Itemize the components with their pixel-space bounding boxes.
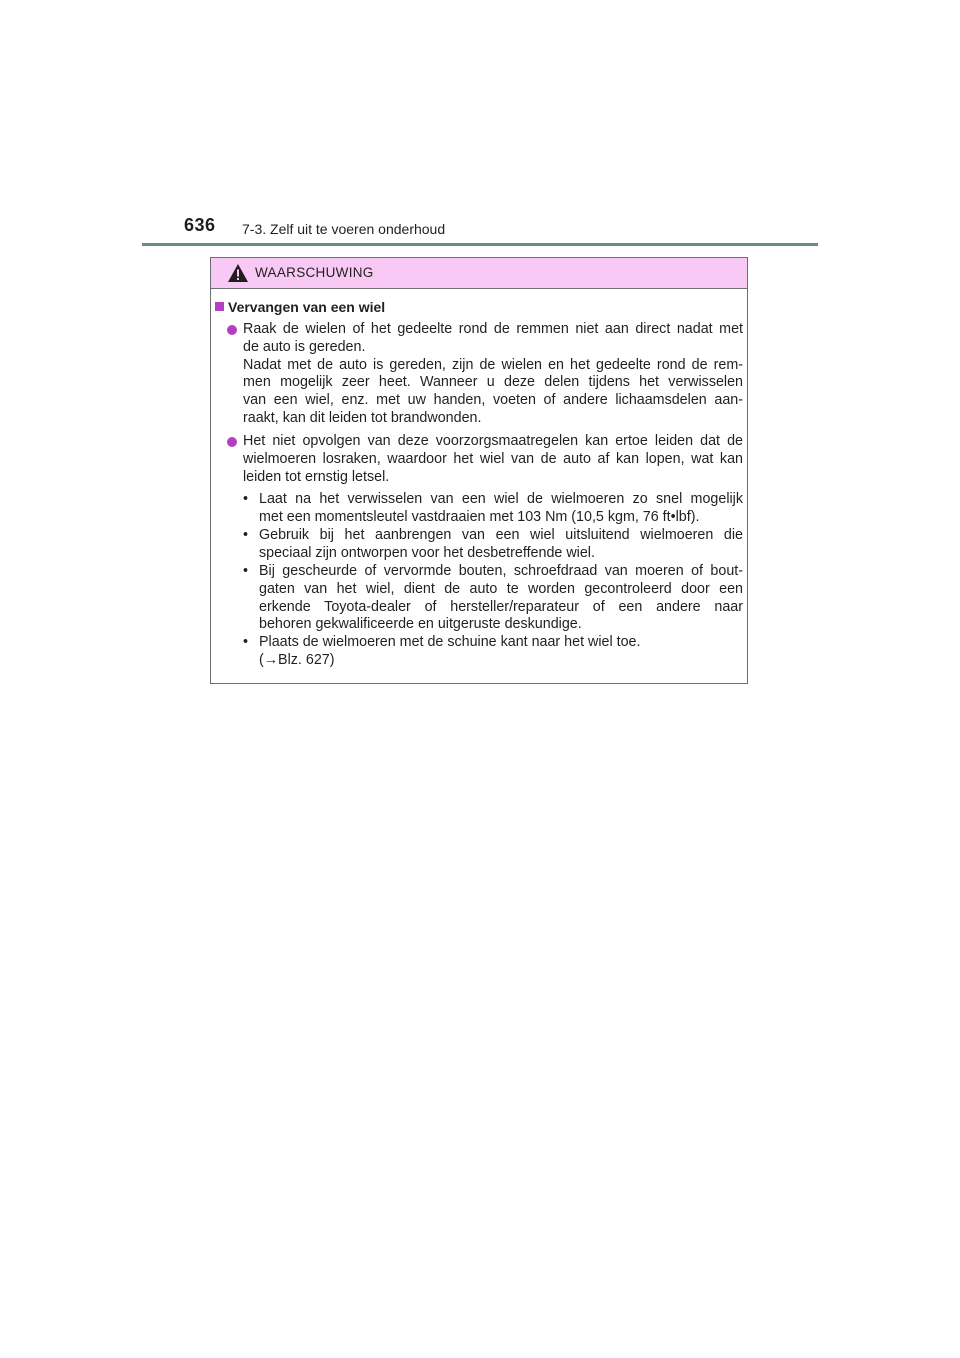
bullet-line: Bij gescheurde of vervormde bouten, schroefdraad van moeren of bout- [259,563,743,579]
warning-triangle-icon [227,263,249,283]
round-bullet-icon [227,437,237,447]
bullet-line: Plaats de wielmoeren met de schuine kant naar het wiel toe. [259,634,641,650]
paragraph-line: raakt, kan dit leiden tot brandwonden. [243,409,482,426]
square-bullet-icon [215,302,224,311]
paragraph-line: leiden tot ernstig letsel. [243,468,390,485]
bullet-line: Laat na het verwisselen van een wiel de wielmoeren zo snel mogelijk [259,491,743,507]
warning-header [211,258,747,289]
bullet-line: speciaal zijn ontworpen voor het desbetreffende wiel. [259,544,595,561]
paragraph-hot-wheels [227,321,743,428]
bullet-line: behoren gekwalificeerde en uitgeruste deskundige. [259,616,582,633]
paragraph-line: wielmoeren losraken, waardoor het wiel van de auto af kan lopen, wat kan [243,450,743,467]
bullet-damaged-bolts [243,563,743,634]
page-number: 636 [184,215,216,235]
header-rule [142,243,818,246]
bullet-tapered-side [243,634,743,670]
paragraph-line: Raak de wielen of het gedeelte rond de remmen niet aan direct nadat met [243,321,743,337]
bullet-wheel-nuts [243,527,743,563]
bullet-line: gaten van het wiel, dient de auto te worden gecontroleerd door een [259,580,743,597]
bullet-mark: • [243,563,249,579]
bullet-mark: • [243,491,249,507]
paragraph-line: de auto is gereden. [243,338,366,355]
section-title: 7-3. Zelf uit te voeren onderhoud [242,221,446,237]
page-reference-link[interactable]: (→Blz. 627) [259,651,335,668]
warning-box [210,257,748,684]
round-bullet-icon [227,325,237,335]
bullet-torque [243,491,743,527]
paragraph-line: men mogelijk zeer heet. Wanneer u deze delen tijdens het verwisselen [243,374,743,391]
bullet-mark: • [243,527,249,543]
paragraph-precautions [227,433,743,486]
warning-title: WAARSCHUWING [255,265,374,280]
bullet-line: erkende Toyota-dealer of hersteller/reparateur of een andere naar [259,598,743,615]
paragraph-line: Nadat met de auto is gereden, zijn de wielen en het gedeelte rond de rem- [243,356,743,373]
paragraph-line: van een wiel, enz. met uw handen, voeten of andere lichaamsdelen aan- [243,392,743,409]
paragraph-line: Het niet opvolgen van deze voorzorgsmaatregelen kan ertoe leiden dat de [243,433,743,449]
subheading [215,299,385,315]
bullet-line: met een momentsleutel vastdraaien met 103 Nm (10,5 kgm, 76 ft•lbf). [259,508,700,525]
bullet-line: Gebruik bij het aanbrengen van een wiel uitsluitend wielmoeren die [259,527,743,543]
subheading-text: Vervangen van een wiel [228,299,386,315]
bullet-mark: • [243,634,249,650]
